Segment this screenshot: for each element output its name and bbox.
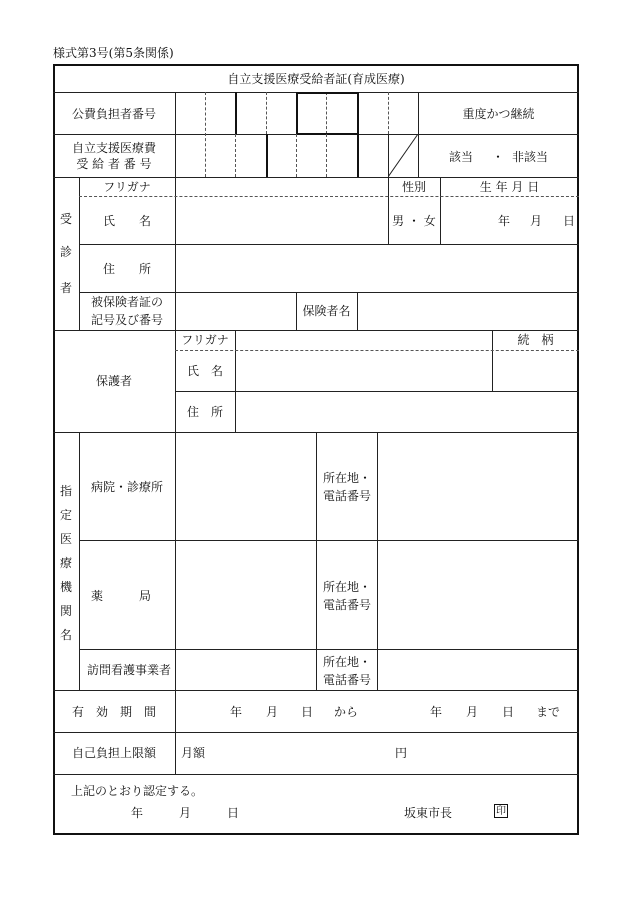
recipient-number-label-1: 自立支援医療費: [71, 141, 156, 155]
severity-label: 重度かつ継続: [462, 107, 535, 121]
rule: [175, 690, 176, 774]
rule: [357, 134, 359, 177]
certification-statement: 上記のとおり認定する。: [71, 784, 204, 798]
public-payer-label: 公費負担者番号: [71, 107, 156, 121]
furigana-divider: [175, 350, 579, 351]
dob-day: 日: [563, 214, 576, 228]
rule: [79, 540, 579, 541]
validity-until: まで: [536, 705, 561, 719]
rule: [79, 292, 579, 293]
validity-from-year: 年: [230, 705, 243, 719]
diagonal-slash: [388, 134, 419, 177]
digit-divider: [388, 92, 389, 134]
hospital-label: 病院・診療所: [91, 480, 164, 494]
cert-month: 月: [179, 806, 192, 820]
guardian-name-label: 氏 名: [186, 364, 223, 378]
relationship-label: 続 柄: [517, 333, 554, 347]
rule: [175, 177, 176, 330]
institution-section-char: 機: [59, 580, 72, 594]
hospital-location-label-2: 電話番号: [323, 489, 372, 503]
rule: [53, 177, 579, 178]
mayor-title: 坂東市長: [404, 806, 453, 820]
sex-label: 性別: [401, 180, 426, 194]
seal-stamp: 印: [496, 806, 506, 817]
digit-divider: [205, 92, 206, 177]
rule: [266, 134, 268, 177]
rule: [53, 330, 579, 331]
insurer-label: 保険者名: [302, 304, 351, 318]
form-number: 様式第3号(第5条関係): [53, 46, 174, 60]
recipient-number-label-2: 受 給 者 番 号: [76, 157, 152, 171]
rule: [79, 432, 80, 690]
guardian-address-label: 住 所: [186, 405, 223, 419]
validity-to-month: 月: [466, 705, 479, 719]
rule: [357, 292, 358, 330]
rule: [53, 732, 579, 733]
rule: [53, 690, 579, 691]
pharmacy-location-label-1: 所在地・: [323, 580, 372, 594]
cert-year: 年: [131, 806, 144, 820]
patient-furigana-label: フリガナ: [103, 180, 151, 194]
rule: [296, 92, 359, 94]
validity-to-day: 日: [502, 705, 515, 719]
digit-divider: [235, 134, 236, 177]
rule: [296, 133, 359, 135]
rule: [79, 244, 579, 245]
institution-section-char: 定: [59, 508, 72, 522]
applicable-option: 該当: [449, 150, 474, 164]
digit-divider: [326, 134, 327, 177]
hospital-location-label-1: 所在地・: [323, 471, 372, 485]
option-separator: ・: [492, 150, 505, 164]
validity-from-day: 日: [301, 705, 314, 719]
patient-address-label: 住 所: [102, 262, 151, 276]
rule: [175, 391, 579, 392]
validity-from: から: [334, 705, 359, 719]
digit-divider: [296, 134, 297, 177]
copay-monthly: 月額: [181, 746, 206, 760]
validity-to-year: 年: [430, 705, 443, 719]
institution-section-char: 療: [59, 556, 72, 570]
rule: [377, 432, 378, 690]
pharmacy-label: 薬 局: [91, 589, 152, 603]
validity-from-month: 月: [266, 705, 279, 719]
rule: [296, 92, 298, 134]
institution-section-char: 医: [59, 532, 72, 546]
rule: [357, 92, 359, 134]
sex-options: 男 ・ 女: [392, 214, 436, 228]
rule: [79, 649, 579, 650]
rule: [235, 92, 237, 134]
patient-section-char: 診: [59, 245, 72, 259]
institution-section-char: 名: [59, 628, 72, 642]
copay-yen: 円: [395, 746, 408, 760]
certificate-title: 自立支援医療受給者証(育成医療): [227, 72, 405, 86]
rule: [175, 92, 176, 177]
guardian-section-label: 保護者: [95, 374, 132, 388]
patient-section-char: 者: [59, 281, 72, 295]
insurance-label-2: 記号及び番号: [90, 313, 163, 327]
rule: [175, 432, 176, 690]
copay-label: 自己負担上限額: [71, 746, 156, 760]
insurance-label-1: 被保険者証の: [90, 295, 163, 309]
institution-section-char: 指: [59, 484, 72, 498]
furigana-divider: [79, 196, 579, 197]
dob-month: 月: [530, 214, 543, 228]
dob-year: 年: [498, 214, 511, 228]
rule: [316, 432, 317, 690]
digit-divider: [266, 92, 267, 134]
rule: [53, 774, 579, 775]
nursing-label: 訪問看護事業者: [87, 663, 172, 677]
digit-divider: [326, 92, 327, 134]
nursing-location-label-2: 電話番号: [323, 673, 372, 687]
guardian-furigana-label: フリガナ: [181, 333, 229, 347]
patient-section-char: 受: [59, 212, 72, 226]
rule: [235, 330, 236, 432]
institution-section-char: 関: [59, 604, 72, 618]
not-applicable-option: 非該当: [512, 150, 549, 164]
validity-label: 有 効 期 間: [71, 705, 156, 719]
cert-day: 日: [227, 806, 240, 820]
dob-label: 生 年 月 日: [479, 180, 540, 194]
patient-name-label: 氏 名: [102, 214, 151, 228]
nursing-location-label-1: 所在地・: [323, 655, 372, 669]
pharmacy-location-label-2: 電話番号: [323, 598, 372, 612]
